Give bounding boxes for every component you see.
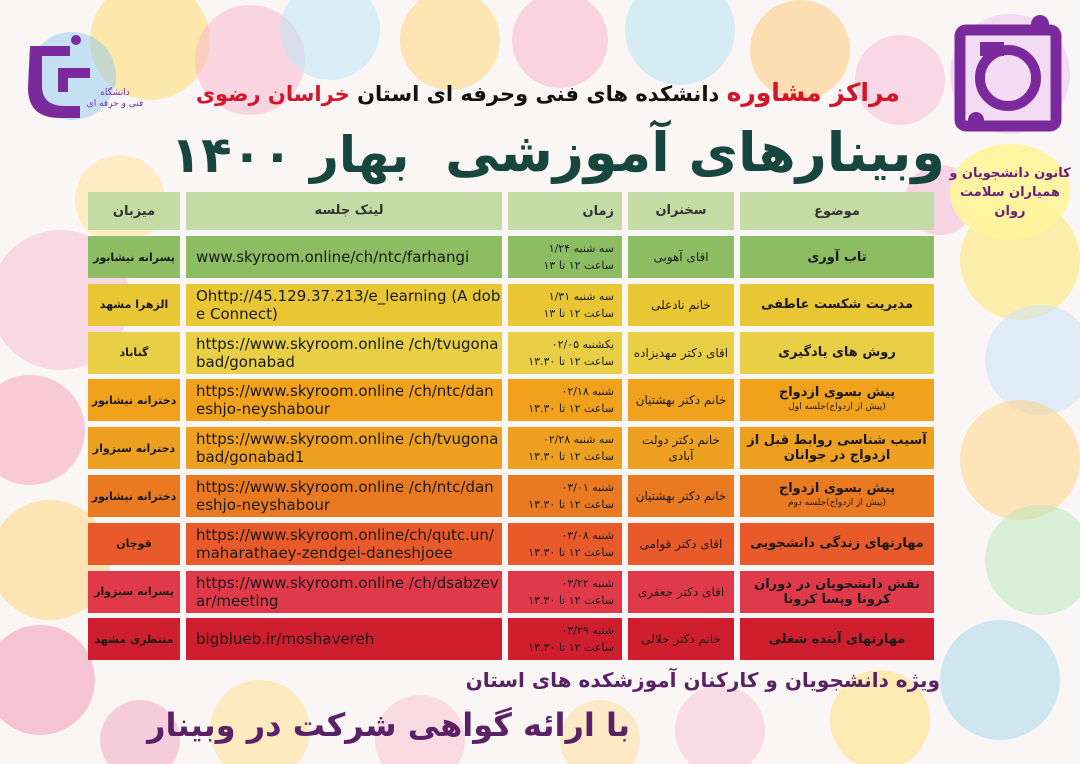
link-cell <box>186 523 502 565</box>
topic-cell <box>740 571 934 613</box>
topic-cell <box>740 475 934 517</box>
session-link[interactable]: www.skyroom.online/ch/ntc/farhangi <box>196 248 470 266</box>
speaker-cell: اقای دکتر جعفری <box>628 571 734 613</box>
university-logo-line2: فنی و حرفه ای <box>86 99 144 109</box>
table-row <box>88 475 934 517</box>
speaker-cell: خانم دکتر جلالی <box>628 618 734 660</box>
time-hour: ساعت ۱۲ تا ۱۳.۳۰ <box>528 354 614 368</box>
time-hour: ساعت ۱۲ تا ۱۳.۳۰ <box>528 545 614 559</box>
speaker-cell: اقای دکتر مهدیزاده <box>628 332 734 374</box>
header-colleges: دانشکده های فنی وحرفه ای استان <box>357 82 720 106</box>
table-row <box>88 427 934 469</box>
topic-cell <box>740 523 934 565</box>
topic-cell <box>740 427 934 469</box>
header-counseling-centers: مراکز مشاوره <box>726 78 900 107</box>
table-row <box>88 618 934 660</box>
time-hour: ساعت ۱۲ تا ۱۳.۳۰ <box>528 498 614 511</box>
link-cell <box>186 475 502 517</box>
session-link[interactable]: Ohttp://45.129.37.213/e_learning (A dobe Connect) <box>196 286 501 323</box>
time-day: شنبه ۰۳/۰۸ <box>561 528 614 542</box>
topic-cell <box>740 618 934 660</box>
topic-text: مدیریت شکست عاطفی <box>760 297 914 313</box>
time-cell <box>508 332 622 374</box>
topic-cell <box>740 379 934 421</box>
time-day: سه شنبه ۱/۲۴ <box>548 242 614 255</box>
topic-text: آسیب شناسی روابط قبل از ازدواج در جوانان <box>747 433 927 464</box>
topic-text: مهارتهای آینده شغلی <box>768 631 906 647</box>
link-cell <box>186 618 502 660</box>
counseling-logo-line2: همیاران سلامت <box>960 184 1060 200</box>
topic-cell <box>740 236 934 278</box>
speaker-cell: اقای دکتر قوامی <box>628 523 734 565</box>
topic-cell <box>740 284 934 326</box>
header-line1 <box>195 78 900 114</box>
time-day: شنبه ۰۳/۲۲ <box>561 576 614 590</box>
speaker-cell: خانم دکتر دولت آبادی <box>628 427 734 469</box>
time-hour: ساعت ۱۲ تا ۱۳ <box>543 306 614 320</box>
table-row <box>88 571 934 613</box>
speaker-cell: خانم نادعلی <box>628 284 734 326</box>
university-logo-line1: دانشگاه <box>100 88 130 98</box>
session-link[interactable]: bigblueb.ir/moshavereh <box>196 630 375 649</box>
header-topic: موضوع <box>740 192 934 230</box>
counseling-logo-line3: روان <box>994 203 1026 219</box>
topic-text: نقش دانشجویان در دوران کرونا وپسا کرونا <box>754 576 920 607</box>
topic-text: پیش بسوی ازدواج <box>778 481 896 496</box>
university-logo-icon <box>10 26 150 136</box>
session-link[interactable]: https://www.skyroom.online /ch/ntc/daneshjo-neyshabour <box>196 382 494 419</box>
host-cell: گناباد <box>88 332 180 374</box>
table-header-row <box>88 192 934 230</box>
host-cell: پسرانه نیشابور <box>88 236 180 278</box>
host-cell: پسرانه سبزوار <box>88 571 180 613</box>
host-cell: دخترانه نیشابور <box>88 379 180 421</box>
counseling-center-logo <box>940 2 1080 242</box>
page-title: وبینارهای آموزشی <box>445 121 945 184</box>
time-cell <box>508 236 622 278</box>
header-speaker: سخنران <box>628 192 734 230</box>
time-day: شنبه ۰۳/۲۹ <box>561 624 614 638</box>
table-row <box>88 332 934 374</box>
time-hour: ساعت ۱۲ تا ۱۳.۳۰ <box>528 402 614 416</box>
table-row <box>88 284 934 326</box>
topic-text: مهارتهای زندگی دانشجویی <box>750 536 924 552</box>
time-hour: ساعت ۱۲ تا ۱۳ <box>543 259 614 272</box>
header-host: میزبان <box>88 192 180 230</box>
time-hour: ساعت ۱۲ تا ۱۳.۳۰ <box>528 593 614 607</box>
counseling-center-logo-icon <box>940 2 1080 142</box>
time-day: سه شنبه ۰۲/۲۸ <box>542 433 614 447</box>
host-cell: دخترانه نیشابور <box>88 475 180 517</box>
time-hour: ساعت ۱۲ تا ۱۳.۳۰ <box>528 641 614 655</box>
host-cell: قوچان <box>88 523 180 565</box>
session-link[interactable]: https://www.skyroom.online /ch/tvugonabad/gonabad1 <box>196 430 499 467</box>
link-cell <box>186 379 502 421</box>
host-cell: الزهرا مشهد <box>88 284 180 326</box>
session-link[interactable]: https://www.skyroom.online /ch/dsabzevar/meeting <box>196 573 499 610</box>
counseling-logo-line1: کانون دانشجویان و <box>949 165 1071 181</box>
link-cell <box>186 427 502 469</box>
header-link: لینک جلسه <box>186 192 502 230</box>
speaker-cell: خانم دکتر بهشتیان <box>628 379 734 421</box>
time-day: شنبه ۰۲/۱۸ <box>561 385 614 399</box>
topic-subtext: (پیش از ازدواج)جلسه اول <box>788 402 886 413</box>
header-time: زمان <box>508 192 622 230</box>
session-link[interactable]: https://www.skyroom.online/ch/qutc.un/ maharathaey-zendgei-daneshjoee <box>196 525 494 562</box>
topic-cell <box>740 332 934 374</box>
speaker-cell: خانم دکتر بهشتیان <box>628 475 734 517</box>
session-link[interactable]: https://www.skyroom.online /ch/ntc/daneshjo-neyshabour <box>196 478 494 514</box>
audience-note: ویژه دانشجویان و کارکنان آموزشکده های استان <box>465 668 940 692</box>
link-cell <box>186 236 502 278</box>
time-cell <box>508 284 622 326</box>
speaker-cell: اقای آهوبی <box>628 236 734 278</box>
link-cell <box>186 284 502 326</box>
time-cell <box>508 427 622 469</box>
table-row <box>88 523 934 565</box>
university-logo <box>10 26 150 136</box>
time-cell <box>508 571 622 613</box>
link-cell <box>186 571 502 613</box>
certificate-note: با ارائه گواهی شرکت در وبینار <box>147 706 630 744</box>
table-row <box>88 379 934 421</box>
session-link[interactable]: https://www.skyroom.online /ch/tvugonabad/gonabad <box>196 334 499 371</box>
header-province: خراسان رضوی <box>195 82 350 106</box>
time-cell <box>508 475 622 517</box>
host-cell: دخترانه سبزوار <box>88 427 180 469</box>
time-cell <box>508 618 622 660</box>
topic-text: روش های یادگیری <box>778 345 896 361</box>
time-cell <box>508 379 622 421</box>
season-title: بهار ۱۴۰۰ <box>170 126 410 184</box>
time-cell <box>508 523 622 565</box>
host-cell: منتظری مشهد <box>88 618 180 660</box>
time-day: یکشنبه ۰۲/۰۵ <box>551 337 614 351</box>
topic-text: پیش بسوی ازدواج <box>778 385 896 401</box>
table-row <box>88 236 934 278</box>
topic-subtext: (پیش از ازدواج)جلسه دوم <box>788 498 886 508</box>
time-day: سه شنبه ۱/۳۱ <box>548 289 614 303</box>
time-day: شنبه ۰۳/۰۱ <box>561 481 614 494</box>
time-hour: ساعت ۱۲ تا ۱۳.۳۰ <box>528 450 614 464</box>
topic-text: تاب آوری <box>807 249 867 265</box>
link-cell <box>186 332 502 374</box>
